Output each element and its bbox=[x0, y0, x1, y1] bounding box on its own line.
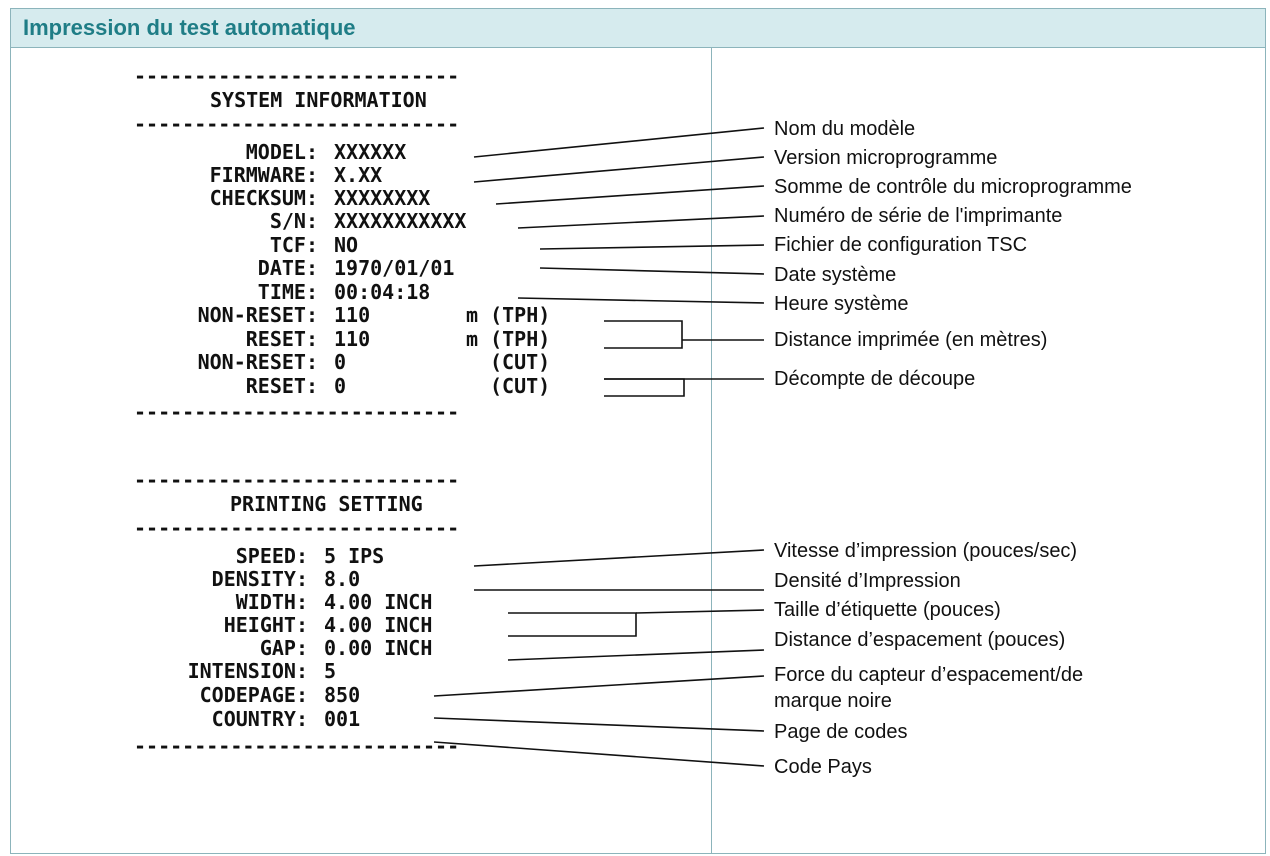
annotation-label: Date système bbox=[774, 264, 897, 286]
row-key: INTENSION: bbox=[187, 659, 308, 683]
row-value: 001 bbox=[324, 707, 361, 731]
row-value: 850 bbox=[324, 683, 361, 707]
annotation-label: Numéro de série de l'imprimante bbox=[774, 205, 1063, 227]
annotation-label: Version microprogramme bbox=[774, 147, 998, 169]
system-info-title: SYSTEM INFORMATION bbox=[210, 88, 427, 112]
row-value: 4.00 INCH bbox=[324, 590, 433, 614]
row-value: 5 IPS bbox=[324, 544, 385, 568]
annotation-label: Densité d’Impression bbox=[774, 570, 961, 592]
row-key: MODEL: bbox=[245, 140, 318, 164]
row-key: GAP: bbox=[259, 636, 308, 660]
annotation-label: Décompte de découpe bbox=[774, 368, 976, 390]
bracket-line bbox=[604, 379, 684, 396]
annotation-label: Force du capteur d’espacement/de bbox=[774, 664, 1084, 686]
row-value: 00:04:18 bbox=[334, 280, 431, 304]
row-value: XXXXXXXX bbox=[334, 186, 431, 210]
row-value: 110 bbox=[334, 327, 371, 351]
annotation-label: Distance d’espacement (pouces) bbox=[774, 629, 1066, 651]
row-unit: m (TPH) bbox=[466, 327, 551, 351]
annotation-label: Code Pays bbox=[774, 756, 872, 778]
row-key: CODEPAGE: bbox=[199, 683, 308, 707]
annotation-label: marque noire bbox=[774, 690, 892, 712]
row-value: XXXXXXXXXXX bbox=[334, 209, 467, 233]
row-key: COUNTRY: bbox=[211, 707, 308, 731]
annotation-label: Somme de contrôle du microprogramme bbox=[774, 176, 1132, 198]
leader-line bbox=[540, 245, 764, 249]
row-value: 110 bbox=[334, 303, 371, 327]
annotation-label: Distance imprimée (en mètres) bbox=[774, 329, 1048, 351]
row-value: 0 bbox=[334, 374, 347, 398]
row-key: FIRMWARE: bbox=[209, 163, 318, 187]
leader-line bbox=[434, 676, 764, 696]
row-key: RESET: bbox=[245, 374, 318, 398]
row-value: 1970/01/01 bbox=[334, 256, 455, 280]
dash-line: --------------------------- bbox=[134, 468, 460, 492]
annotation-label: Nom du modèle bbox=[774, 118, 916, 140]
leader-line bbox=[496, 186, 764, 204]
leader-line bbox=[474, 550, 764, 566]
row-key: S/N: bbox=[269, 209, 318, 233]
dash-line-top: --------------------------- bbox=[134, 64, 460, 88]
printing-setting-title: PRINTING SETTING bbox=[230, 492, 423, 516]
row-key: RESET: bbox=[245, 327, 318, 351]
bracket-line bbox=[604, 321, 682, 348]
row-key: DENSITY: bbox=[211, 567, 308, 591]
row-key: NON-RESET: bbox=[197, 350, 318, 374]
row-key: TIME: bbox=[257, 280, 318, 304]
row-key: CHECKSUM: bbox=[209, 186, 318, 210]
annotation-label: Heure système bbox=[774, 293, 909, 315]
annotation-label: Fichier de configuration TSC bbox=[774, 234, 1028, 256]
dash-line: --------------------------- bbox=[134, 516, 460, 540]
dash-line: --------------------------- bbox=[134, 734, 460, 758]
row-unit: m (TPH) bbox=[466, 303, 551, 327]
row-value: 0.00 INCH bbox=[324, 636, 433, 660]
leader-line bbox=[540, 268, 764, 274]
row-key: SPEED: bbox=[235, 544, 308, 568]
leader-line bbox=[518, 216, 764, 228]
panel-title: Impression du test automatique bbox=[23, 15, 356, 40]
row-value: 0 bbox=[334, 350, 347, 374]
row-value: 8.0 bbox=[324, 567, 361, 591]
leader-line bbox=[508, 650, 764, 660]
row-value: NO bbox=[334, 233, 359, 257]
row-key: NON-RESET: bbox=[197, 303, 318, 327]
leader-line bbox=[474, 128, 764, 157]
leader-line bbox=[636, 610, 764, 613]
leader-line bbox=[474, 157, 764, 182]
leader-line bbox=[434, 718, 764, 731]
row-value: XXXXXX bbox=[334, 140, 407, 164]
dash-line: --------------------------- bbox=[134, 400, 460, 424]
dash-line: --------------------------- bbox=[134, 112, 460, 136]
annotation-label: Taille d’étiquette (pouces) bbox=[774, 599, 1001, 621]
leader-line bbox=[518, 298, 764, 303]
row-value: 5 bbox=[324, 659, 337, 683]
leader-line bbox=[434, 742, 764, 766]
row-unit: (CUT) bbox=[490, 374, 551, 398]
row-key: HEIGHT: bbox=[223, 613, 308, 637]
row-key: WIDTH: bbox=[235, 590, 308, 614]
row-value: X.XX bbox=[334, 163, 383, 187]
annotation-label: Page de codes bbox=[774, 721, 908, 743]
row-key: DATE: bbox=[257, 256, 318, 280]
row-value: 4.00 INCH bbox=[324, 613, 433, 637]
annotation-label: Vitesse d’impression (pouces/sec) bbox=[774, 540, 1078, 562]
bracket-line bbox=[508, 613, 636, 636]
row-unit: (CUT) bbox=[490, 350, 551, 374]
row-key: TCF: bbox=[269, 233, 318, 257]
